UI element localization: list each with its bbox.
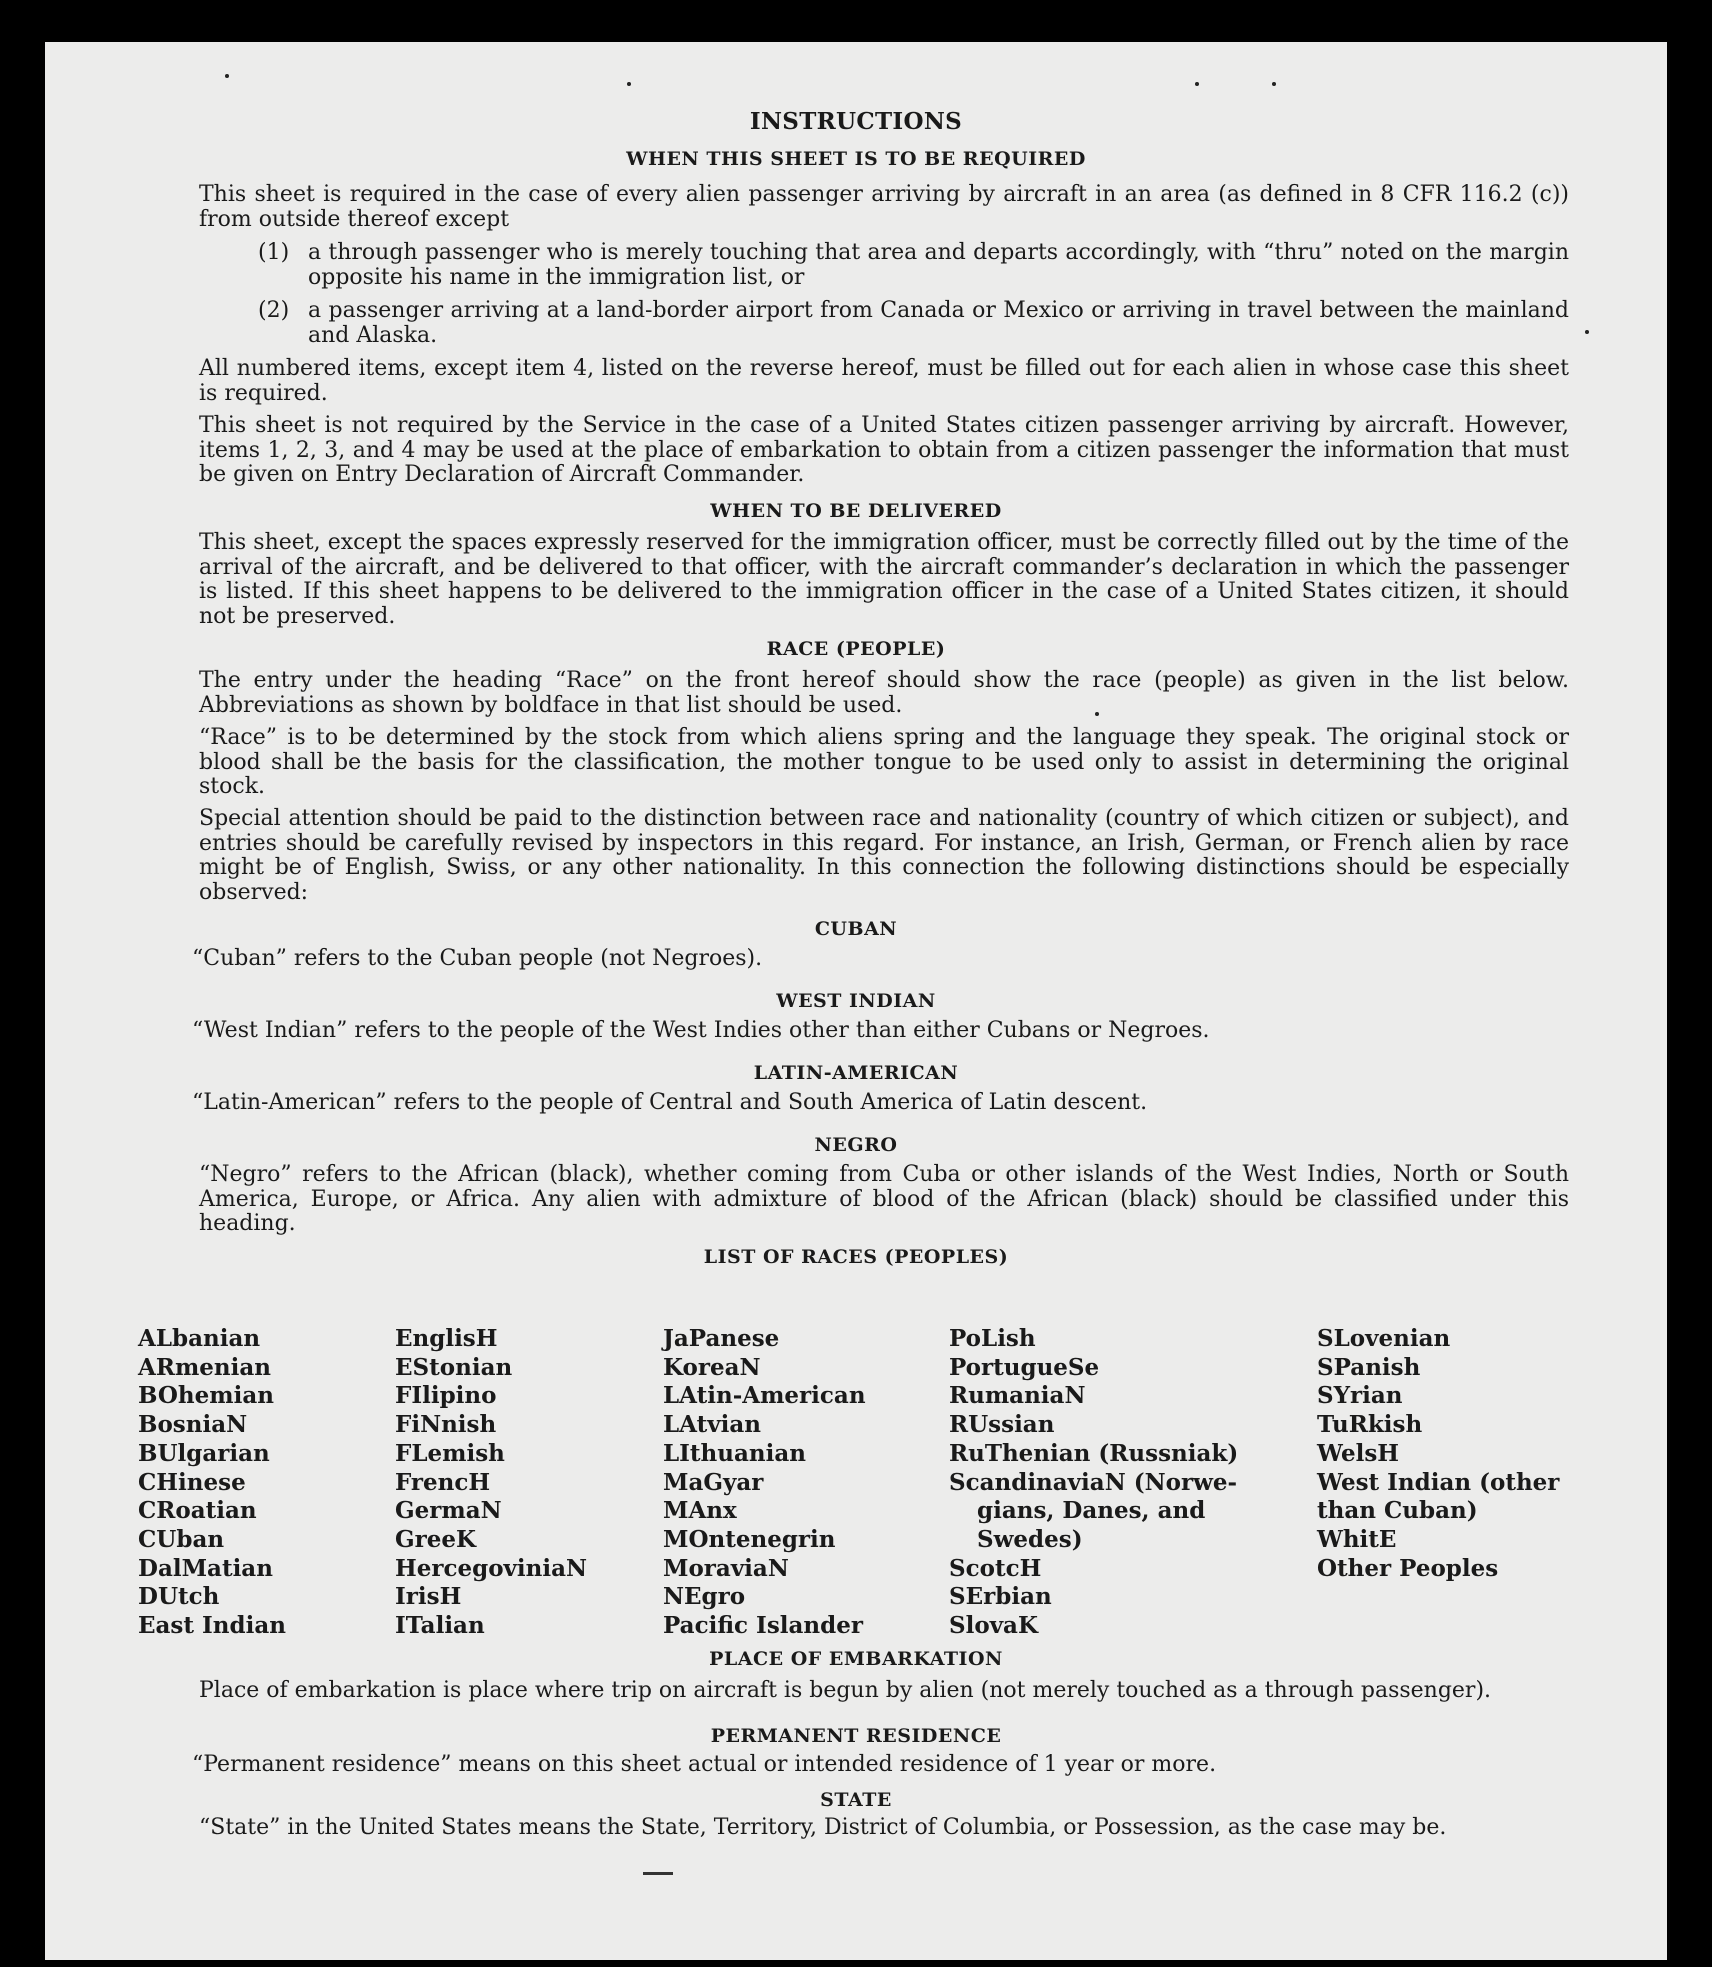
text-west-indian: “West Indian” refers to the people of the West Indies other than either Cubans or Negroes. (192, 1018, 1210, 1043)
scan-speck (1272, 82, 1276, 86)
paragraph-state: “State” in the United States means the State, Territory, District of Columbia, or Possession, as the case may be. (199, 1815, 1447, 1840)
race-entry: FiNnish (395, 1411, 497, 1439)
races-column-1 (138, 1325, 286, 1641)
race-entry: SPanish (1317, 1353, 1421, 1381)
race-entry: CHinese (138, 1468, 246, 1496)
heading-place-of-embarkation: PLACE OF EMBARKATION (709, 1648, 1003, 1670)
races-column-2 (395, 1325, 587, 1641)
race-entry: DalMatian (138, 1554, 273, 1582)
race-entry: TuRkish (1317, 1411, 1423, 1439)
text-permanent-residence: “Permanent residence” means on this sheet actual or intended residence of 1 year or more. (192, 1752, 1217, 1777)
race-entry: Swedes) (977, 1525, 1083, 1553)
race-entry: RumaniaN (949, 1382, 1086, 1410)
paragraph-race-1: The entry under the heading “Race” on the front hereof should show the race (people) as given in the list below. Abbreviations as shown by boldface in that list should be used. (199, 668, 1569, 718)
race-entry: NEgro (663, 1583, 746, 1611)
race-entry: HercegoviniaN (395, 1554, 588, 1582)
paragraph-embarkation: Place of embarkation is place where trip on aircraft is begun by alien (not merely touched as a through passenger). (199, 1678, 1492, 1703)
race-entry: GermaN (395, 1497, 502, 1525)
race-entry: ALbanian (138, 1325, 261, 1352)
scan-mark (643, 1872, 673, 1875)
scan-speck (1195, 82, 1199, 86)
race-entry: East Indian (138, 1612, 286, 1640)
race-entry: MOntenegrin (663, 1525, 836, 1553)
page-title: INSTRUCTIONS (749, 108, 963, 135)
race-entry: MAnx (663, 1497, 737, 1525)
race-entry: WhitE (1317, 1525, 1397, 1553)
scan-speck (1095, 712, 1099, 716)
paragraph-negro: “Negro” refers to the African (black), whether coming from Cuba or other islands of the West Indies, North or South America, Europe, or Africa. Any alien with admixture of blood of the African (black) should be classified under this heading. (199, 1162, 1569, 1236)
race-entry: FIlipino (395, 1382, 497, 1410)
race-entry: PoLish (949, 1325, 1036, 1352)
race-entry: CUban (138, 1525, 225, 1553)
race-entry: MoraviaN (663, 1554, 789, 1582)
race-entry: FrencH (395, 1468, 491, 1496)
race-entry: FLemish (395, 1439, 505, 1467)
heading-list-of-races: LIST OF RACES (PEOPLES) (703, 1246, 1009, 1268)
race-entry: DUtch (138, 1583, 220, 1611)
race-entry: EnglisH (395, 1325, 498, 1352)
race-entry: BUlgarian (138, 1439, 270, 1467)
race-entry: LAtvian (663, 1411, 761, 1439)
paragraph-race-3: Special attention should be paid to the distinction between race and nationality (country of which citizen or subject), and entries should be carefully revised by inspectors in this regard. For instance, an Irish, German, or French alien by race might be of English, Swiss, or any other nationality. In this connection the following distinctions should be especially observed: (199, 806, 1569, 905)
race-entry: JaPanese (663, 1325, 780, 1352)
scan-speck (627, 82, 631, 86)
race-entry: Pacific Islander (663, 1612, 863, 1640)
race-entry: BOhemian (138, 1382, 274, 1410)
race-entry: SLovenian (1317, 1325, 1451, 1352)
heading-state: STATE (820, 1789, 892, 1811)
heading-permanent-residence: PERMANENT RESIDENCE (710, 1725, 1002, 1747)
paragraph-citizen-note: This sheet is not required by the Service in the case of a United States citizen passenger arriving by aircraft. However, items 1, 2, 3, and 4 may be used at the place of embarkation to obtain from a citizen passenger the information that must be given on Entry Declaration of Aircraft Commander. (199, 413, 1569, 487)
heading-when-required: WHEN THIS SHEET IS TO BE REQUIRED (626, 148, 1086, 170)
race-entry: ScandinaviaN (Norwe- (949, 1468, 1238, 1496)
paragraph-race-2: “Race” is to be determined by the stock from which aliens spring and the language they speak. The original stock or blood shall be the basis for the classification, the mother tongue to be used only to assist in determining the original stock. (199, 725, 1569, 799)
paragraph-required-intro: This sheet is required in the case of every alien passenger arriving by aircraft in an area (as defined in 8 CFR 116.2 (c)) from outside thereof except (199, 182, 1569, 232)
race-entry: West Indian (other (1317, 1468, 1560, 1496)
race-entry: EStonian (395, 1353, 513, 1381)
race-entry: MaGyar (663, 1468, 764, 1496)
race-entry: WelsH (1317, 1439, 1400, 1467)
paragraph-when-delivered: This sheet, except the spaces expressly reserved for the immigration officer, must be correctly filled out by the time of the arrival of the aircraft, and be delivered to that officer, with the aircraft commander’s declaration in which the passenger is listed. If this sheet happens to be delivered to the immigration officer in the case of a United States citizen, it should not be preserved. (199, 530, 1569, 629)
race-entry: RUssian (949, 1411, 1055, 1439)
scan-speck (1585, 330, 1589, 334)
race-entry: BosniaN (138, 1411, 248, 1439)
heading-negro: NEGRO (814, 1134, 898, 1156)
race-entry: IrisH (395, 1583, 462, 1611)
heading-west-indian: WEST INDIAN (776, 990, 936, 1012)
heading-cuban: CUBAN (814, 918, 898, 940)
document-page: INSTRUCTIONS WHEN THIS SHEET IS TO BE REQUIRED This sheet is required in the case of every alien passenger arriving by aircraft in an area (as defined in 8 CFR 116.2 (c)) from outside thereof except (1) a through passenger who is merely touching that area and departs accordingly, with “thru” noted on the margin opposite his name in the immigration list, or (2) a passenger arriving at a land-border airport from Canada or Mexico or arriving in travel between the mainland and Alaska. All numbered items, except item 4, listed on the reverse hereof, must be filled out for each alien in whose case this sheet is required. This sheet is not required by the Service in the case of a United States citizen passenger arriving by aircraft. However, items 1, 2, 3, and 4 may be used at the place of embarkation to obtain from a citizen passenger the information that must be given on Entry Declaration of Aircraft Commander. WHEN TO BE DELIVERED This sheet, except the spaces expressly reserved for the immigration officer, must be correctly filled out by the time of the arrival of the aircraft, and be delivered to that officer, with the aircraft commander’s declaration in which the passenger is listed. If this sheet happens to be delivered to the immigration officer in the case of a United States citizen, it should not be preserved. RACE (PEOPLE) The entry under the heading “Race” on the front hereof should show the race (people) as given in the list below. Abbreviations as shown by boldface in that list should be used. “Race” is to be determined by the stock from which aliens spring and the language they speak. The original stock or blood shall be the basis for the classification, the mother tongue to be used only to assist in determining the original stock. Special attention should be paid to the distinction between race and nationality (country of which citizen or subject), and entries should be carefully revised by inspectors in this regard. For instance, an Irish, German, or French alien by race might be of English, Swiss, or any other nationality. In this connection the following distinctions should be especially observed: CUBAN “Cuban” refers to the Cuban people (not Negroes). WEST INDIAN “West Indian” refers to the people of the West Indies other than either Cubans or Negroes. LATIN-AMERICAN “Latin-American” refers to the people of Central and South America of Latin descent. NEGRO “Negro” refers to the African (black), whether coming from Cuba or other islands of the West Indies, North or South America, Europe, or Africa. Any alien with admixture of blood of the African (black) should be classified under this heading. LIST OF RACES (PEOPLES) ALbanian ARmenian BOhemian BosniaN BUlgarian CHinese CRoatian CUban DalMatian DUtch East Indian EnglisH EStonian FIlipino FiNnish FLemish FrencH GermaN GreeK HercegoviniaN IrisH ITalian JaPanese KoreaN LAtin-American LAtvian LIthuanian MaGyar MAnx MOntenegrin MoraviaN NEgro Pacific Islander PoLish PortugueSe RumaniaN RUssian RuThenian (Russniak) ScandinaviaN (Norwe- gians, Danes, and Swedes) ScotcH SErbian SlovaK SLovenian SPanish SYrian TuRkish WelsH West Indian (other than Cuban) WhitE Other Peoples PLACE OF EMBARKATION Place of embarkation is place where trip on aircraft is begun by alien (not merely touched as a through passenger). PERMANENT RESIDENCE “Permanent residence” means on this sheet actual or intended residence of 1 year or more. STATE “State” in the United States means the State, Territory, District of Columbia, or Possession, as the case may be. (45, 42, 1667, 1960)
race-entry: SlovaK (949, 1612, 1038, 1640)
race-entry: than Cuban) (1317, 1497, 1478, 1525)
race-entry: LAtin-American (663, 1382, 866, 1410)
races-column-3 (663, 1325, 866, 1641)
race-entry: KoreaN (663, 1353, 761, 1381)
scan-speck (225, 74, 229, 78)
paragraph-numbered-items: All numbered items, except item 4, listed on the reverse hereof, must be filled out for each alien in whose case this sheet is required. (199, 356, 1569, 406)
race-entry: ARmenian (138, 1353, 272, 1381)
heading-race: RACE (PEOPLE) (766, 638, 946, 660)
race-entry: RuThenian (Russniak) (949, 1439, 1239, 1467)
race-entry: ScotcH (949, 1554, 1042, 1582)
heading-latin-american: LATIN-AMERICAN (753, 1062, 959, 1084)
text-cuban: “Cuban” refers to the Cuban people (not Negroes). (192, 946, 763, 971)
races-column-5 (1317, 1325, 1559, 1583)
race-entry: SErbian (949, 1583, 1052, 1611)
race-entry: GreeK (395, 1525, 477, 1553)
text-latin-american: “Latin-American” refers to the people of Central and South America of Latin descent. (192, 1090, 1148, 1115)
race-entry: SYrian (1317, 1382, 1403, 1410)
race-entry: LIthuanian (663, 1439, 806, 1467)
races-column-4 (949, 1325, 1238, 1641)
heading-when-delivered: WHEN TO BE DELIVERED (710, 500, 1002, 522)
race-entry: ITalian (395, 1612, 485, 1640)
race-entry: Other Peoples (1317, 1554, 1499, 1582)
race-entry: CRoatian (138, 1497, 257, 1525)
race-entry: gians, Danes, and (977, 1497, 1206, 1525)
race-entry: PortugueSe (949, 1353, 1100, 1381)
